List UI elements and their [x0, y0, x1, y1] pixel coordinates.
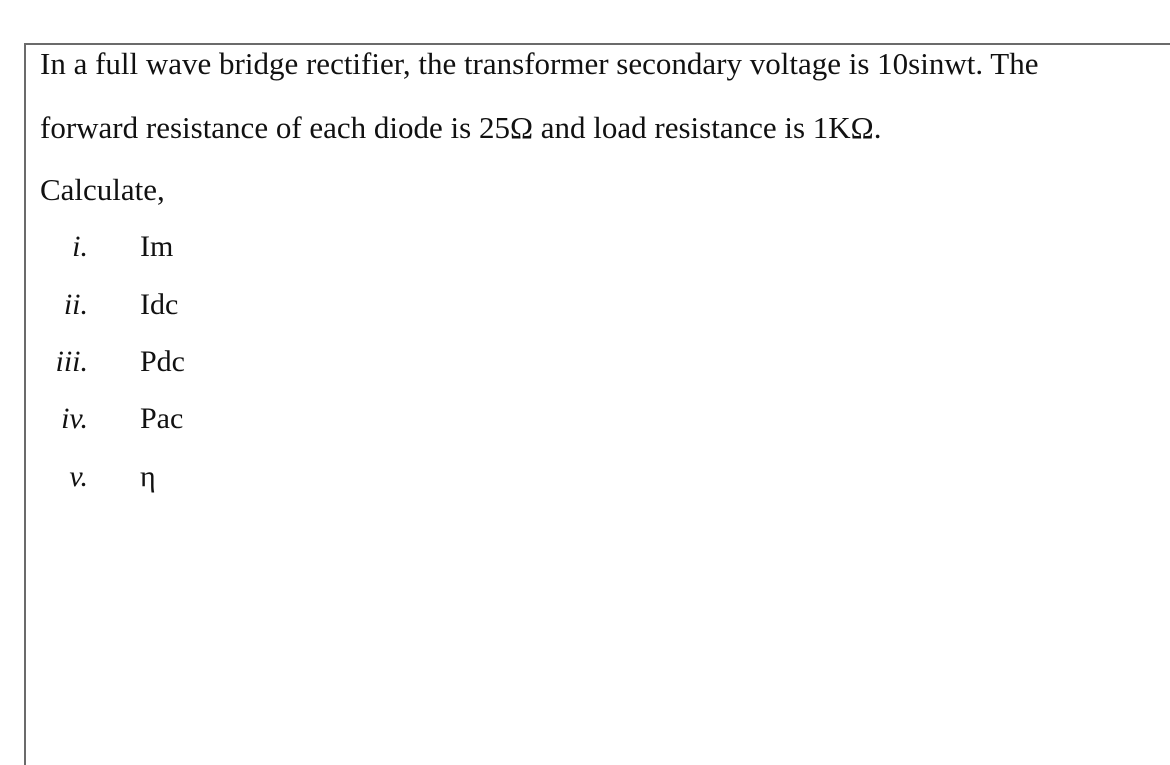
item-label: Im	[140, 230, 174, 263]
item-label: η	[140, 460, 156, 493]
calculate-prompt: Calculate,	[40, 172, 165, 207]
item-number: v.	[69, 460, 88, 493]
item-number: iii.	[55, 345, 88, 378]
item-number: iv.	[61, 402, 88, 435]
item-number: i.	[72, 230, 88, 263]
item-label: Pdc	[140, 345, 185, 378]
question-line-1: In a full wave bridge rectifier, the transformer secondary voltage is 10sinwt. The	[40, 46, 1039, 81]
item-number: ii.	[63, 288, 88, 321]
item-label: Idc	[140, 288, 179, 321]
item-label: Pac	[140, 402, 184, 435]
question-line-2: forward resistance of each diode is 25Ω and load resistance is 1KΩ.	[40, 110, 882, 145]
document-frame	[24, 43, 1170, 765]
